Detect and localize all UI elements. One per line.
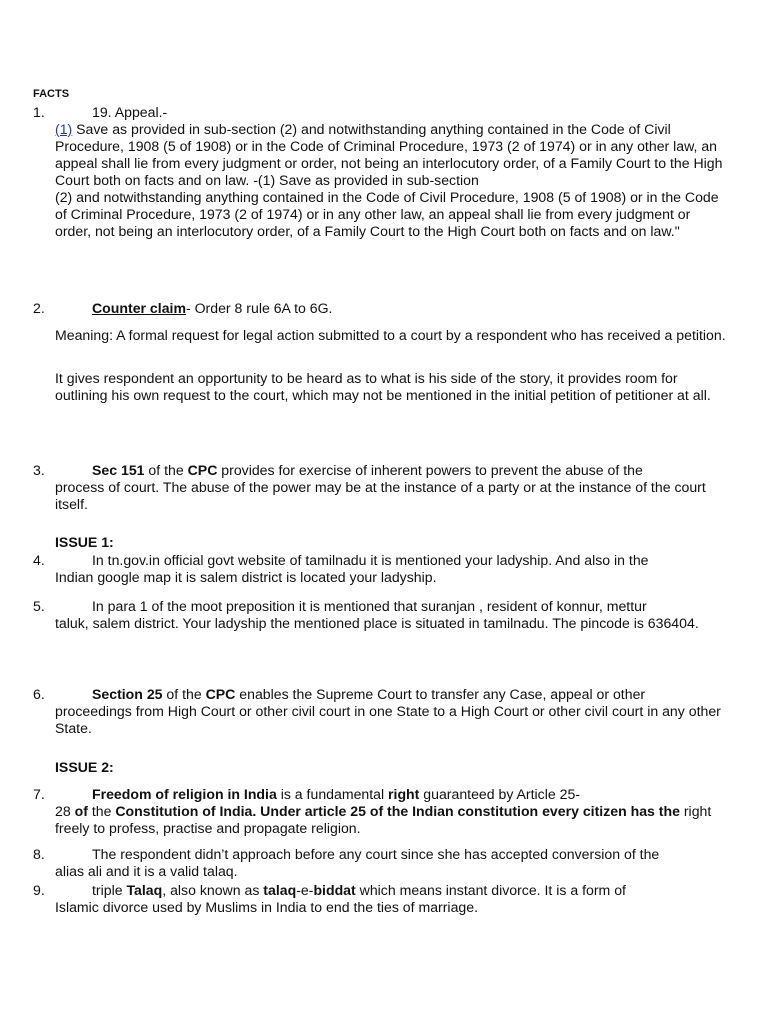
- constitution-text: Constitution of India. Under article 25 of the Indian constitution every citizen has the: [115, 803, 680, 819]
- item-number: 5.: [33, 598, 45, 614]
- section-25-term: Section 25: [92, 686, 163, 702]
- item-number: 3.: [33, 462, 45, 478]
- item-number: 6.: [33, 686, 45, 702]
- counter-claim-term: Counter claim: [92, 300, 186, 316]
- item-number: 7.: [33, 786, 45, 802]
- issue-1-heading: ISSUE 1:: [55, 534, 114, 550]
- list-item-4: 4. In tn.gov.in official govt website of tamilnadu it is mentioned your ladyship. And also in the Indian google map it is salem district is located your ladyship.: [33, 552, 649, 585]
- list-item-8: 8. The respondent didn’t approach before any court since she has accepted conversion of the alias ali and it is a valid talaq.: [33, 846, 660, 879]
- list-item-5: 5. In para 1 of the moot preposition it is mentioned that suranjan , resident of konnur, mettur taluk, salem district. Your ladyship the mentioned place is situated in tamilnadu. The pincode is 636404.: [33, 598, 699, 631]
- footnote-link[interactable]: (1): [55, 121, 73, 137]
- item-number: 2.: [33, 300, 45, 316]
- cpc-term: CPC: [187, 462, 218, 478]
- talaq-term: Talaq: [126, 882, 163, 898]
- facts-heading: FACTS: [33, 88, 70, 100]
- list-item-6: 6. Section 25 of the CPC enables the Supreme Court to transfer any Case, appeal or other proceedings from High Court or other civil court in one State to a High Court or other civil court in any other State.: [33, 686, 721, 736]
- appeal-text-2: (2) and notwithstanding anything contained in the Code of Civil Procedure, 1908 (5 of 1908) or in the Code of Criminal Procedure, 1973 (2 of 1974) or in any other law, an appeal shall lie from every judgment or order, not being an interlocutory order, of a Family Court to the High Court both on facts and on law.": [55, 189, 719, 239]
- appeal-title: 19. Appeal.-: [92, 104, 168, 120]
- sec-151-text: process of court. The abuse of the power may be at the instance of a party or at the instance of the court itself.: [55, 479, 706, 512]
- item-number: 1.: [33, 104, 45, 120]
- counter-claim-rule: - Order 8 rule 6A to 6G.: [185, 300, 333, 316]
- cpc-term: CPC: [205, 686, 236, 702]
- issue-2-heading: ISSUE 2:: [55, 759, 114, 775]
- item-number: 4.: [33, 552, 45, 568]
- item-number: 8.: [33, 846, 45, 862]
- list-item-3: 3. Sec 151 of the CPC provides for exercise of inherent powers to prevent the abuse of the process of court. The abuse of the power may be at the instance of a party or at the instance of the court itself.: [33, 462, 723, 513]
- meaning-paragraph: Meaning: A formal request for legal action submitted to a court by a respondent who has received a petition.: [55, 327, 726, 343]
- list-item-2: [33, 300, 723, 317]
- list-item-1: [33, 104, 723, 240]
- item-number: 9.: [33, 882, 45, 898]
- appeal-text-1: Save as provided in sub-section (2) and notwithstanding anything contained in the Code of Civil Procedure, 1908 (5 of 1908) or in the Code of Criminal Procedure, 1973 (2 of 1974) or in any other law, an appeal shall lie from every judgment or order, not being an interlocutory order, of a Family Court to the High Court both on facts and on law. -(1) Save as provided in sub-section: [55, 121, 723, 188]
- counter-claim-explanation: It gives respondent an opportunity to be heard as to what is his side of the story, it provides room for outlining his own request to the court, which may not be mentioned in the initial petition of petitioner at all.: [55, 370, 711, 403]
- freedom-of-religion-term: Freedom of religion in India: [92, 786, 277, 802]
- counter-claim-line: [92, 300, 723, 317]
- list-item-7: 7. Freedom of religion in India is a fundamental right guaranteed by Article 25- 28 of the Constitution of India. Under article 25 of the Indian constitution every citizen has the right freely to profess, practise and propagate religion.: [33, 786, 712, 836]
- sec-151-term: Sec 151: [92, 462, 145, 478]
- appeal-text: [55, 121, 723, 189]
- list-item-9: 9. triple Talaq, also known as talaq-e-biddat which means instant divorce. It is a form of Islamic divorce used by Muslims in India to end the ties of marriage.: [33, 882, 626, 915]
